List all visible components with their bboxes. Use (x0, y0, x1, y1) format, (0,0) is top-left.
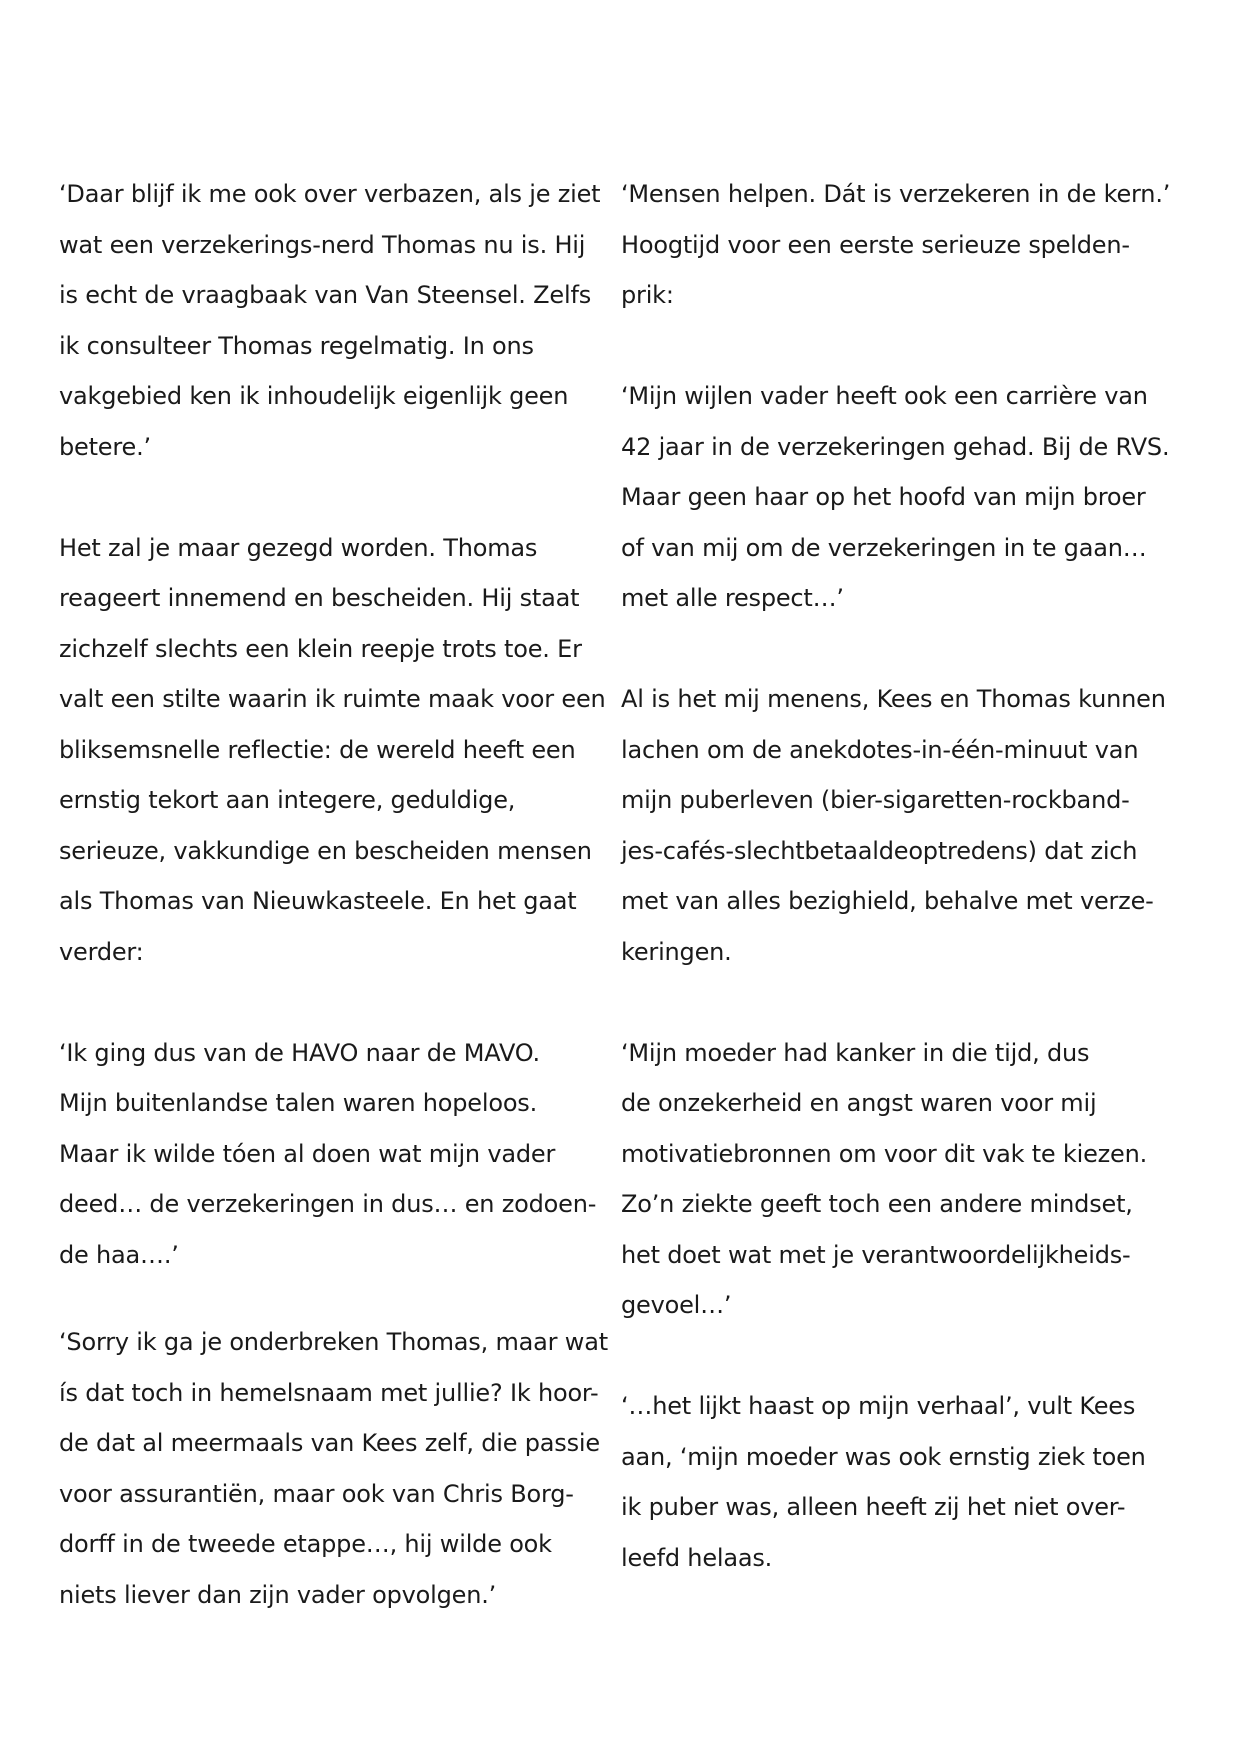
paragraph-gap (621, 321, 1181, 372)
text-line: valt een stilte waarin ik ruimte maak voor een (59, 685, 606, 713)
text-line: het doet wat met je verantwoordelijkheids- (621, 1240, 1131, 1269)
text-line: de haa….’ (59, 1240, 179, 1269)
text-line: prik: (621, 281, 674, 309)
paragraph (621, 674, 1181, 977)
text-line: de onzekerheid en angst waren voor mij (621, 1089, 1097, 1117)
text-line: serieuze, vakkundige en bescheiden mensen (59, 836, 592, 865)
text-line: of van mij om de verzekeringen in te gaan… (621, 533, 1147, 562)
text-line: dorff in de tweede etappe…, hij wilde ook (59, 1530, 552, 1558)
text-line: ‘Mensen helpen. Dát is verzekeren in de kern.’ (621, 180, 1171, 208)
text-line: ‘Ik ging dus van de HAVO naar de MAVO. (59, 1038, 540, 1067)
text-line: ik puber was, alleen heeft zij het niet over- (621, 1493, 1126, 1521)
text-line: Mijn buitenlandse talen waren hopeloos. (59, 1089, 538, 1117)
paragraph (621, 169, 1181, 321)
paragraph (621, 1028, 1181, 1331)
text-line: ‘…het lijkt haast op mijn verhaal’, vult Kees (621, 1392, 1136, 1420)
paragraph-gap (59, 1280, 619, 1317)
text-line: vakgebied ken ik inhoudelijk eigenlijk geen (59, 382, 569, 410)
text-line: als Thomas van Nieuwkasteele. En het gaat (59, 887, 577, 915)
text-line: motivatiebronnen om voor dit vak te kiezen. (621, 1139, 1148, 1168)
text-line: Zo’n ziekte geeft toch een andere mindset, (621, 1190, 1133, 1218)
paragraph (59, 1317, 619, 1620)
text-line: verder: (59, 937, 144, 966)
text-line: ís dat toch in hemelsnaam met jullie? Ik hoor- (59, 1378, 599, 1407)
text-line: met van alles bezighield, behalve met verze- (621, 887, 1154, 915)
text-line: lachen om de anekdotes-in-één-minuut van (621, 735, 1139, 764)
text-line: de dat al meermaals van Kees zelf, die passie (59, 1429, 600, 1457)
right-column (621, 169, 1181, 1583)
text-line: met alle respect…’ (621, 584, 844, 612)
text-line: betere.’ (59, 432, 151, 461)
text-line: ernstig tekort aan integere, geduldige, (59, 786, 516, 814)
text-line: jes-cafés-slechtbetaaldeoptredens) dat zich (621, 836, 1138, 865)
paragraph-gap (59, 472, 619, 523)
paragraph-gap (59, 977, 619, 1028)
text-line: Hoogtijd voor een eerste serieuze spelden- (621, 230, 1130, 259)
text-line: Het zal je maar gezegd worden. Thomas (59, 533, 538, 562)
text-line: niets liever dan zijn vader opvolgen.’ (59, 1580, 497, 1609)
text-line: keringen. (621, 937, 732, 966)
text-line: 42 jaar in de verzekeringen gehad. Bij de RVS. (621, 432, 1170, 461)
text-line: Maar geen haar op het hoofd van mijn broer (621, 483, 1146, 511)
text-line: ‘Mijn wijlen vader heeft ook een carrière van (621, 382, 1148, 410)
paragraph (59, 523, 619, 978)
text-line: ‘Mijn moeder had kanker in die tijd, dus (621, 1038, 1090, 1067)
text-line: wat een verzekerings-nerd Thomas nu is. Hij (59, 230, 586, 259)
paragraph (59, 1028, 619, 1281)
text-line: leefd helaas. (621, 1543, 773, 1572)
text-line: ik consulteer Thomas regelmatig. In ons (59, 331, 534, 360)
left-column (59, 169, 619, 1620)
text-line: deed… de verzekeringen in dus… en zodoen- (59, 1190, 597, 1218)
text-line: zichzelf slechts een klein reepje trots toe. Er (59, 634, 582, 663)
paragraph (59, 169, 619, 472)
text-line: reageert innemend en bescheiden. Hij staat (59, 584, 580, 612)
text-line: bliksemsnelle reflectie: de wereld heeft een (59, 735, 576, 764)
text-line: aan, ‘mijn moeder was ook ernstig ziek toen (621, 1442, 1146, 1471)
paragraph (621, 371, 1181, 624)
paragraph (621, 1381, 1181, 1583)
text-line: is echt de vraagbaak van Van Steensel. Zelfs (59, 281, 591, 309)
text-line: Al is het mij menens, Kees en Thomas kunnen (621, 685, 1166, 713)
text-line: ‘Sorry ik ga je onderbreken Thomas, maar wat (59, 1328, 608, 1356)
paragraph-gap (621, 624, 1181, 675)
text-line: gevoel…’ (621, 1291, 732, 1319)
text-line: Maar ik wilde tóen al doen wat mijn vader (59, 1139, 556, 1168)
text-line: mijn puberleven (bier-sigaretten-rockband- (621, 786, 1130, 814)
paragraph-gap (621, 977, 1181, 1028)
text-line: ‘Daar blijf ik me ook over verbazen, als je ziet (59, 180, 601, 208)
paragraph-gap (621, 1331, 1181, 1382)
text-line: voor assurantiën, maar ook van Chris Borg- (59, 1479, 574, 1508)
